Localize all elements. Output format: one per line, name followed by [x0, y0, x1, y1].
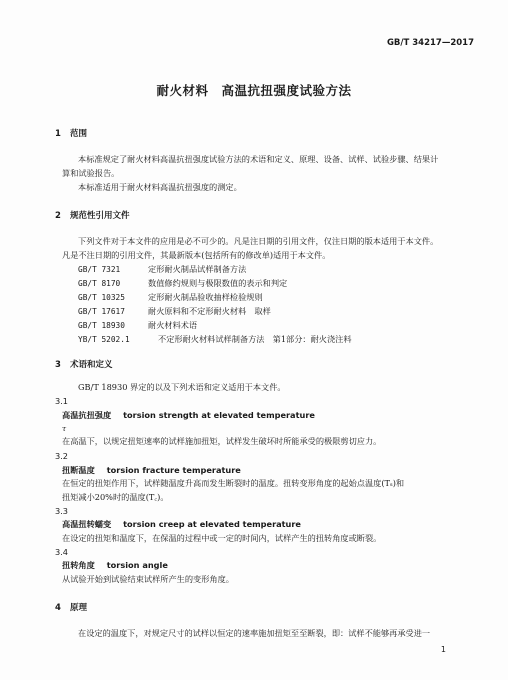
term-chinese: 高温抗扭强度	[62, 410, 112, 420]
clause-number: 3.3	[55, 506, 69, 516]
section-heading-principle	[55, 601, 87, 613]
section-heading-references	[55, 209, 130, 221]
term-entry	[62, 410, 315, 421]
paragraph: 下列文件对于本文件的应用是必不可少的。凡是注日期的引用文件，仅注日期的版本适用于本文件。	[78, 236, 439, 246]
page-number: 1	[440, 645, 446, 654]
paragraph: 在设定的温度下，对规定尺寸的试样以恒定的速率施加扭矩至至断裂，即：试样不能够再承受进一	[78, 628, 431, 638]
term-english: torsion creep at elevated temperature	[123, 519, 301, 529]
reference-item	[78, 318, 197, 333]
section-number: 4	[55, 603, 61, 613]
term-chinese: 高温扭转蠕变	[62, 519, 112, 529]
paragraph-continued: 算和试验报告。	[62, 168, 120, 178]
section-title: 范围	[70, 129, 88, 139]
term-definition: 在高温下，以规定扭矩速率的试样施加扭矩，试样发生破坏时所能承受的极限剪切应力。	[62, 436, 382, 446]
term-english: torsion strength at elevated temperature	[123, 410, 315, 420]
term-entry	[62, 519, 301, 530]
reference-code: GB/T 18930	[78, 321, 125, 330]
term-chinese: 扭断温度	[62, 465, 95, 475]
term-english: torsion fracture temperature	[106, 465, 241, 475]
reference-code: GB/T 7321	[78, 265, 121, 274]
reference-item	[78, 276, 287, 291]
section-number: 3	[55, 360, 61, 370]
term-english: torsion angle	[106, 560, 168, 570]
term-entry	[62, 465, 241, 476]
standard-code: GB/T 34217—2017	[386, 38, 474, 48]
reference-title: 数值修约规则与极限数值的表示和判定	[148, 278, 288, 288]
reference-title: 耐火材料术语	[148, 320, 198, 330]
reference-title: 耐火原料和不定形耐火材料 取样	[148, 306, 271, 316]
reference-item	[78, 332, 352, 347]
reference-code: YB/T 5202.1	[78, 335, 130, 344]
document-title: 耐火材料 高温抗扭强度试验方法	[156, 83, 352, 98]
term-symbol: τ	[62, 424, 67, 433]
reference-item	[78, 304, 271, 319]
term-definition-continued: 扭矩减小20%时的温度(T꜀)。	[62, 492, 169, 502]
paragraph: 本标准规定了耐火材料高温抗扭强度试验方法的术语和定义、原理、设备、试样、试验步骤、结果计	[78, 154, 439, 164]
reference-code: GB/T 17617	[78, 307, 125, 316]
paragraph: 本标准适用于耐火材料高温抗扭强度的测定。	[78, 182, 242, 192]
term-definition: 在设定的扭矩和温度下，在保温的过程中或一定的时间内，试样产生的扭转角度或断裂。	[62, 533, 382, 543]
paragraph: GB/T 18930 界定的以及下列术语和定义适用于本文件。	[78, 382, 286, 392]
reference-code: GB/T 10325	[78, 293, 125, 302]
reference-item	[78, 290, 263, 305]
reference-title: 定形耐火制品验收抽样检验规则	[148, 292, 263, 302]
paragraph-continued: 凡是不注日期的引用文件，其最新版本(包括所有的修改单)适用于本文件。	[62, 250, 331, 260]
section-title: 规范性引用文件	[70, 211, 130, 221]
section-number: 2	[55, 211, 61, 221]
section-heading-terms	[55, 358, 113, 370]
clause-number: 3.1	[55, 396, 69, 406]
term-definition: 从试验开始到试验结束试样所产生的变形角度。	[62, 574, 234, 584]
section-title: 原理	[70, 603, 88, 613]
section-number: 1	[55, 129, 61, 139]
term-definition: 在恒定的扭矩作用下，试样随温度升高而发生断裂时的温度。扭转变形角度的起始点温度(Tₛ)和	[62, 478, 405, 488]
reference-title: 定形耐火制品试样制备方法	[148, 264, 247, 274]
section-title: 术语和定义	[70, 360, 113, 370]
clause-number: 3.4	[55, 547, 69, 557]
clause-number: 3.2	[55, 451, 69, 461]
reference-title: 不定形耐火材料试样制备方法 第1部分：耐火浇注料	[158, 334, 352, 344]
reference-code: GB/T 8170	[78, 279, 121, 288]
term-entry	[62, 560, 168, 571]
reference-item	[78, 262, 246, 277]
term-chinese: 扭转角度	[62, 560, 95, 570]
section-heading-scope	[55, 127, 87, 139]
